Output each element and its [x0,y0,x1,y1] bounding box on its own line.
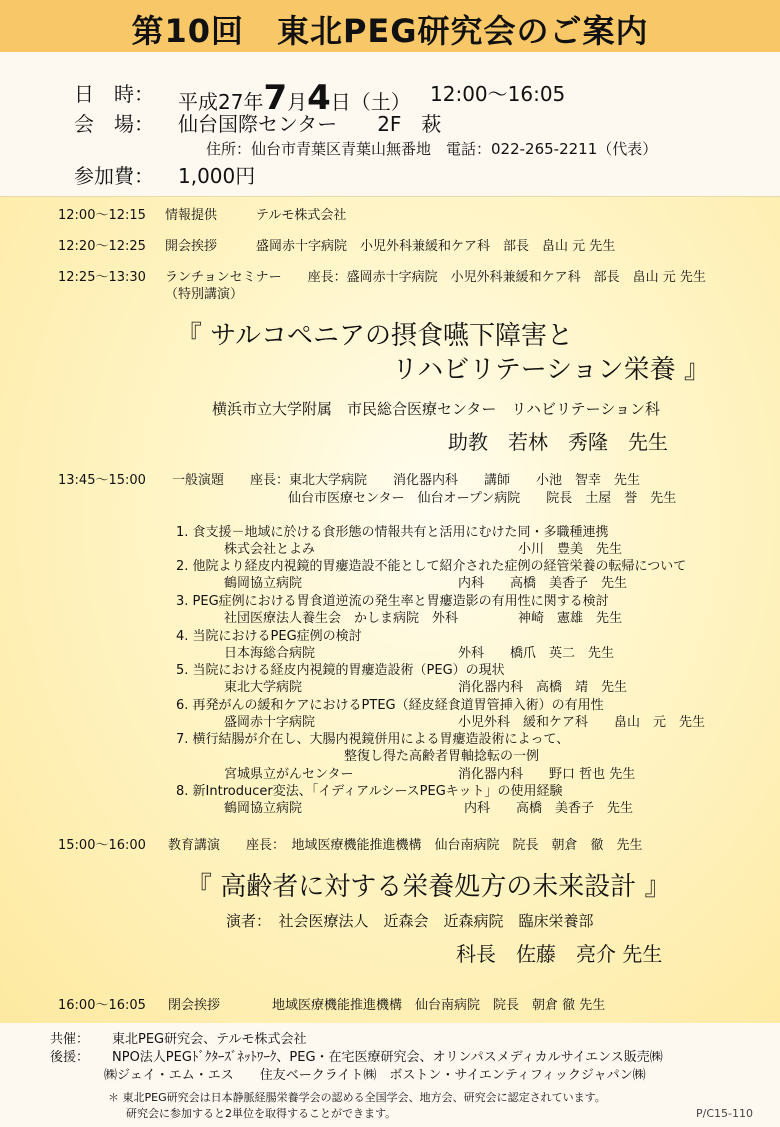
lecture-affiliation: 演者： 社会医療法人 近森会 近森病院 臨床栄養部 [226,912,594,930]
session-sub: （特別講演） [165,287,244,302]
session-desc: ランチョンセミナー 座長：盛岡赤十字病院 小児外科兼緩和ケア科 部長 畠山 元 先生 [165,270,706,285]
presentation-title: 1. 食支援－地域に於ける食形態の情報共有と活用にむけた同・多職種連携 [176,525,609,540]
presentation-title: 4. 当院におけるPEG症例の検討 [176,629,362,644]
sponsor-line2: ㈱ジェイ・エム・エス 住友ベークライト㈱ ボストン・サイエンティフィックジャパン㈱ [104,1068,646,1083]
cohost-value: 東北PEG研究会、テルモ株式会社 [112,1032,307,1047]
date-prefix: 平成27年 [178,90,264,114]
sponsor-line1: NPO法人PEGﾄﾞｸﾀｰｽﾞﾈｯﾄﾜｰｸ、PEG・在宅医療研究会、オリンパスメディカルサイエンス販売㈱ [112,1050,663,1065]
date-day: 4 [307,78,331,118]
session-time: 12:00～12:15 [58,208,146,223]
date-mid: 月 [287,90,308,114]
presentation-affil: 社団医療法人養生会 かしま病院 外科 [224,611,459,626]
date-time: 12:00～16:05 [430,82,566,106]
presentation-affil: 宮城県立がんセンター [224,767,354,782]
venue-address: 住所：仙台市青葉区青葉山無番地 電話：022-265-2211（代表） [206,140,658,158]
presentation-title: 6. 再発がんの緩和ケアにおけるPTEG（経皮経食道胃管挿入術）の有用性 [176,698,604,713]
session-time: 13:45～15:00 [58,473,146,488]
presentation-title: 3. PEG症例における胃食道逆流の発生率と胃瘻造影の有用性に関する検討 [176,594,609,609]
session-time: 15:00～16:00 [58,838,146,853]
session-desc: 情報提供 テルモ株式会社 [165,208,347,223]
presentation-presenter: 神崎 憲雄 先生 [518,611,623,626]
footer [0,1023,780,1127]
presentation-title: 8. 新Introducer変法、「イディアルシースPEGキット」の使用経験 [176,784,563,799]
presentation-presenter: 小児外科 緩和ケア科 畠山 元 先生 [458,715,706,730]
session-time: 12:20～12:25 [58,239,146,254]
lecture-title: 『 高齢者に対する栄養処方の未来設計 』 [186,872,671,902]
fee-label: 参加費： [74,164,154,188]
presentation-title: 2. 他院より経皮内視鏡的胃瘻造設不能として紹介された症例の経管栄養の転帰について [176,559,687,574]
cohost-label: 共催： [50,1032,90,1047]
presentation-presenter: 消化器内科 高橋 靖 先生 [458,680,628,695]
presentation-title-cont: 整復し得た高齢者胃軸捻転の一例 [344,749,540,764]
lecture-speaker: 助教 若林 秀隆 先生 [448,430,668,454]
lecture-title-line1: 『 サルコペニアの摂食嚥下障害と [176,321,573,351]
presentation-affil: 日本海総合病院 [224,646,316,661]
date-suffix: 日（土） [330,90,411,114]
date-month: 7 [263,78,288,118]
presentation-title: 5. 当院における経皮内視鏡的胃瘻造設術（PEG）の現状 [176,663,505,678]
event-info [0,52,780,196]
presentation-presenter: 消化器内科 野口 哲也 先生 [458,767,636,782]
presentation-affil: 鶴岡協立病院 [224,801,303,816]
lecture-title-line2: リハビリテーション栄養 』 [392,355,710,385]
title-bar [0,0,780,52]
session-desc: 一般演題 座長：東北大学病院 消化器内科 講師 小池 智幸 先生 [172,473,641,488]
presentation-presenter: 外科 橋爪 英二 先生 [458,646,615,661]
program-section [0,196,780,1025]
sponsor-label: 後援： [50,1050,90,1065]
session-desc: 仙台市医療センター 仙台オープン病院 院長 土屋 誉 先生 [288,491,677,506]
presentation-presenter: 小川 豊美 先生 [518,542,623,557]
session-desc: 開会挨拶 盛岡赤十字病院 小児外科兼緩和ケア科 部長 畠山 元 先生 [165,239,616,254]
session-time: 12:25～13:30 [58,270,146,285]
session-desc: 閉会挨拶 地域医療機能推進機構 仙台南病院 院長 朝倉 徹 先生 [168,998,606,1013]
note-line1: ＊ 東北PEG研究会は日本静脈経腸栄養学会の認める全国学会、地方会、研究会に認定されています。 [108,1091,606,1104]
presentation-affil: 東北大学病院 [224,680,303,695]
date-label: 日 時： [74,82,154,106]
presentation-affil: 盛岡赤十字病院 [224,715,316,730]
lecture-affiliation: 横浜市立大学附属 市民総合医療センター リハビリテーション科 [212,400,661,418]
venue-name: 仙台国際センター 2F 萩 [178,112,442,136]
session-desc: 教育講演 座長： 地域医療機能推進機構 仙台南病院 院長 朝倉 徹 先生 [168,838,643,853]
note-line2: 研究会に参加すると2単位を取得することができます。 [126,1107,397,1120]
page-title: 第10回 東北PEG研究会のご案内 [131,12,649,50]
lecture-speaker: 科長 佐藤 亮介 先生 [456,942,663,966]
fee-value: 1,000円 [178,164,256,188]
presentation-affil: 株式会社とよみ [224,542,316,557]
venue-label: 会 場： [74,112,154,136]
presentation-presenter: 内科 高橋 美香子 先生 [464,801,634,816]
session-time: 16:00～16:05 [58,998,146,1013]
document-code: P/C15-110 [696,1107,753,1120]
presentation-title: 7. 横行結腸が介在し、大腸内視鏡併用による胃瘻造設術によって、 [176,732,570,747]
presentation-presenter: 内科 高橋 美香子 先生 [458,576,628,591]
presentation-affil: 鶴岡協立病院 [224,576,303,591]
